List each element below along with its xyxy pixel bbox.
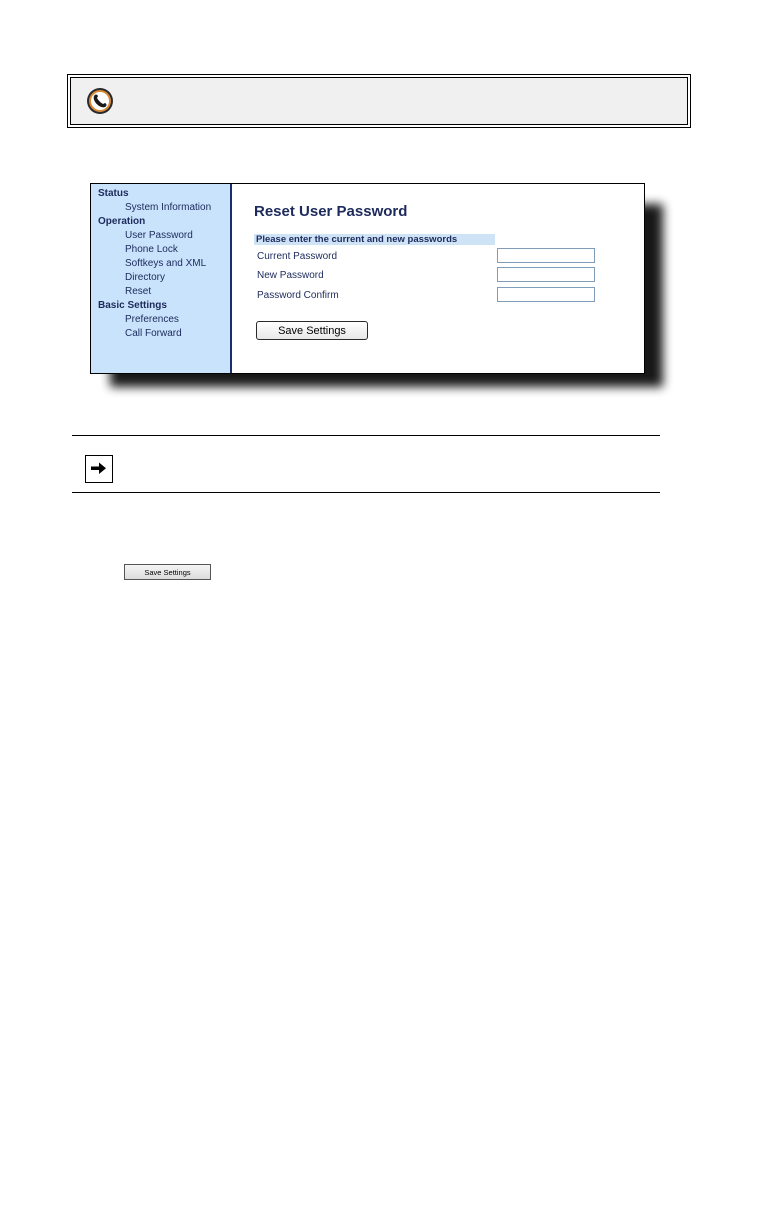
sidebar-nav [91,184,232,373]
save-settings-button[interactable]: Save Settings [256,321,368,340]
web-ui-screenshot [90,183,645,374]
new-password-label: New Password [257,270,324,281]
info-box [70,77,688,125]
password-confirm-label: Password Confirm [257,290,339,301]
globe-phone-icon [85,86,115,116]
page-title: Reset User Password [254,203,408,220]
sidebar-heading-operation: Operation [98,216,146,227]
main-content [232,184,644,373]
sidebar-heading-status: Status [98,188,129,199]
sidebar-item-softkeys-xml[interactable]: Softkeys and XML [125,258,207,269]
sidebar-item-call-forward[interactable]: Call Forward [125,328,182,339]
password-confirm-input[interactable] [497,287,595,302]
new-password-input[interactable] [497,267,595,282]
arrow-right-icon [85,455,113,483]
current-password-input[interactable] [497,248,595,263]
sidebar-heading-basic-settings: Basic Settings [98,300,167,311]
sidebar-item-user-password[interactable]: User Password [125,230,193,241]
current-password-label: Current Password [257,251,338,262]
section-title: Please enter the current and new passwords [254,234,495,245]
sidebar-item-phone-lock[interactable]: Phone Lock [125,244,178,255]
note-top-rule [72,435,660,436]
sidebar-item-directory[interactable]: Directory [125,272,166,283]
note-bottom-rule [72,492,660,493]
sidebar-item-system-information[interactable]: System Information [125,202,212,213]
inline-save-settings-button[interactable]: Save Settings [124,564,211,580]
sidebar-item-reset[interactable]: Reset [125,286,152,297]
sidebar-item-preferences[interactable]: Preferences [125,314,179,325]
